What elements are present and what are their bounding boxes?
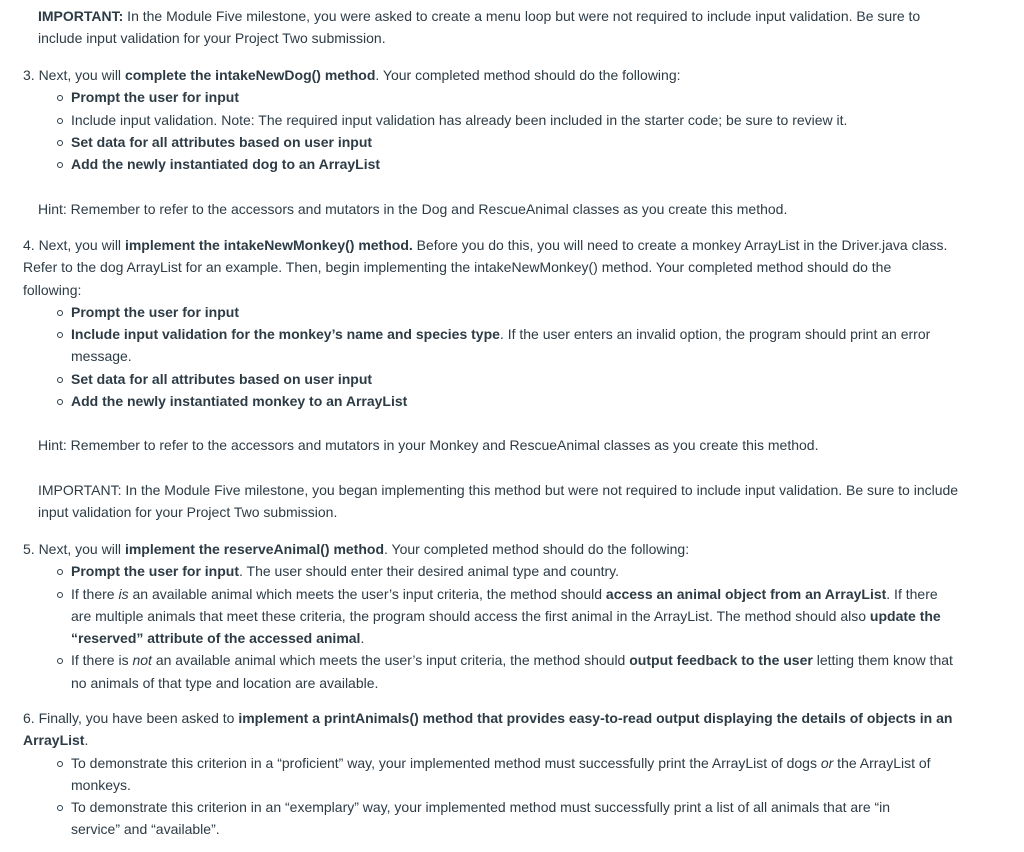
- bullet-text: Include input validation. Note: The required input validation has already been included in the starter code; be sure to review it.: [71, 111, 848, 128]
- bullet-text: letting them know that no animals of that type and location are available.: [71, 652, 953, 691]
- list-item: [57, 368, 957, 390]
- step-5-bullet-list: [23, 560, 957, 694]
- list-item: [57, 301, 957, 323]
- step-4-heading: [23, 234, 948, 301]
- step-4-pre: 4. Next, you will: [23, 237, 125, 253]
- important-note-menu-loop: [38, 5, 968, 50]
- list-item: [57, 752, 937, 797]
- step-3-post: . Your completed method should do the following:: [375, 67, 681, 83]
- bullet-text: If there is: [71, 652, 133, 669]
- bullet-text: an available animal which meets the user’s input criteria, the method should: [128, 585, 606, 602]
- bullet-text-bold: access an animal object from an ArrayList: [605, 585, 887, 602]
- bullet-text-bold: Prompt the user for input: [71, 563, 239, 580]
- bullet-text: . If the user enters an invalid option, the program should print an error message.: [71, 326, 931, 365]
- step-5-bold: implement the reserveAnimal() method: [124, 541, 384, 557]
- step-5-pre: 5. Next, you will: [23, 541, 125, 557]
- step-4-bullet-list: [23, 301, 957, 412]
- step-6-bold: implement a printAnimals() method that provides easy-to-read output displaying the details of objects in an ArrayList: [23, 710, 953, 749]
- bullet-text: Set data for all attributes based on user input: [71, 133, 373, 150]
- bullet-text-bold: Include input validation for the monkey’s name and species type: [71, 326, 500, 343]
- list-item: [57, 131, 983, 153]
- list-item: [57, 109, 983, 131]
- bullet-text-bold: output feedback to the user: [629, 652, 813, 669]
- bullet-text: the ArrayList of monkeys.: [71, 754, 931, 793]
- bullet-text: . If there are multiple animals that meet these criteria, the program should access the first animal in the ArrayList. The method should also: [71, 585, 938, 624]
- bullet-text-italic: or: [820, 754, 834, 771]
- step-4-bold: implement the intakeNewMonkey() method.: [124, 237, 413, 253]
- bullet-text-italic: not: [132, 652, 152, 669]
- step-3: [23, 64, 983, 175]
- step-5-post: . Your completed method should do the following:: [384, 541, 690, 557]
- step-6-bullet-list: [23, 752, 937, 841]
- step-6-post: .: [84, 732, 89, 749]
- step-4-post: Before you do this, you will need to create a monkey ArrayList in the Driver.java class. Refer to the dog ArrayList for an example. Then, begin implementing the intakeNewMonkey() method. Your completed method should do the following:: [23, 237, 948, 298]
- list-item: [57, 649, 957, 694]
- step-5: [23, 538, 983, 694]
- bullet-text: Add the newly instantiated monkey to an ArrayList: [71, 393, 408, 410]
- step-3-bold: complete the intakeNewDog() method: [124, 67, 376, 83]
- important-label: IMPORTANT:: [38, 8, 124, 24]
- bullet-text: To demonstrate this criterion in an “exemplary” way, your implemented method must successfully print a list of all animals that are “in service” and “available”.: [71, 799, 891, 838]
- step-4: [23, 234, 983, 412]
- bullet-text-italic: is: [118, 585, 129, 602]
- step-6-pre: 6. Finally, you have been asked to: [23, 710, 239, 726]
- bullet-text: If there: [71, 585, 119, 602]
- bullet-text: To demonstrate this criterion in a “proficient” way, your implemented method must successfully print the ArrayList of dogs: [71, 754, 821, 771]
- important-note-monkey: IMPORTANT: In the Module Five milestone, you began implementing this method but were not required to include input validation. Be sure to include input validation for your Project Two submission.: [38, 482, 959, 521]
- bullet-text: . The user should enter their desired animal type and country.: [239, 563, 620, 580]
- bullet-text: Prompt the user for input: [71, 303, 239, 320]
- list-item: [57, 86, 983, 108]
- bullet-text: Prompt the user for input: [71, 89, 239, 106]
- list-item: [57, 560, 957, 582]
- bullet-text-bold: update the “reserved” attribute of the accessed animal: [71, 607, 941, 647]
- step-6-heading: [23, 707, 953, 752]
- list-item: [57, 323, 957, 368]
- step-5-heading: [23, 538, 983, 560]
- bullet-text: Add the newly instantiated dog to an ArrayList: [71, 156, 381, 173]
- list-item: [57, 153, 983, 175]
- list-item: [57, 583, 957, 650]
- bullet-text: an available animal which meets the user’s input criteria, the method should: [151, 652, 630, 669]
- list-item: [57, 796, 937, 841]
- step-6: [23, 707, 983, 841]
- step-3-hint: Hint: Remember to refer to the accessors and mutators in the Dog and RescueAnimal classes as you create this method.: [38, 201, 788, 217]
- list-item: [57, 390, 957, 412]
- step-3-bullet-list: [23, 86, 983, 175]
- bullet-text: .: [360, 630, 365, 647]
- important-text: In the Module Five milestone, you were asked to create a menu loop but were not required to include input validation. Be sure to include input validation for your Project Two submission.: [38, 8, 921, 47]
- step-4-hint: Hint: Remember to refer to the accessors and mutators in your Monkey and RescueAnimal classes as you create this method.: [38, 437, 819, 453]
- step-3-heading: [23, 64, 983, 86]
- step-3-pre: 3. Next, you will: [23, 67, 125, 83]
- bullet-text: Set data for all attributes based on user input: [71, 370, 373, 387]
